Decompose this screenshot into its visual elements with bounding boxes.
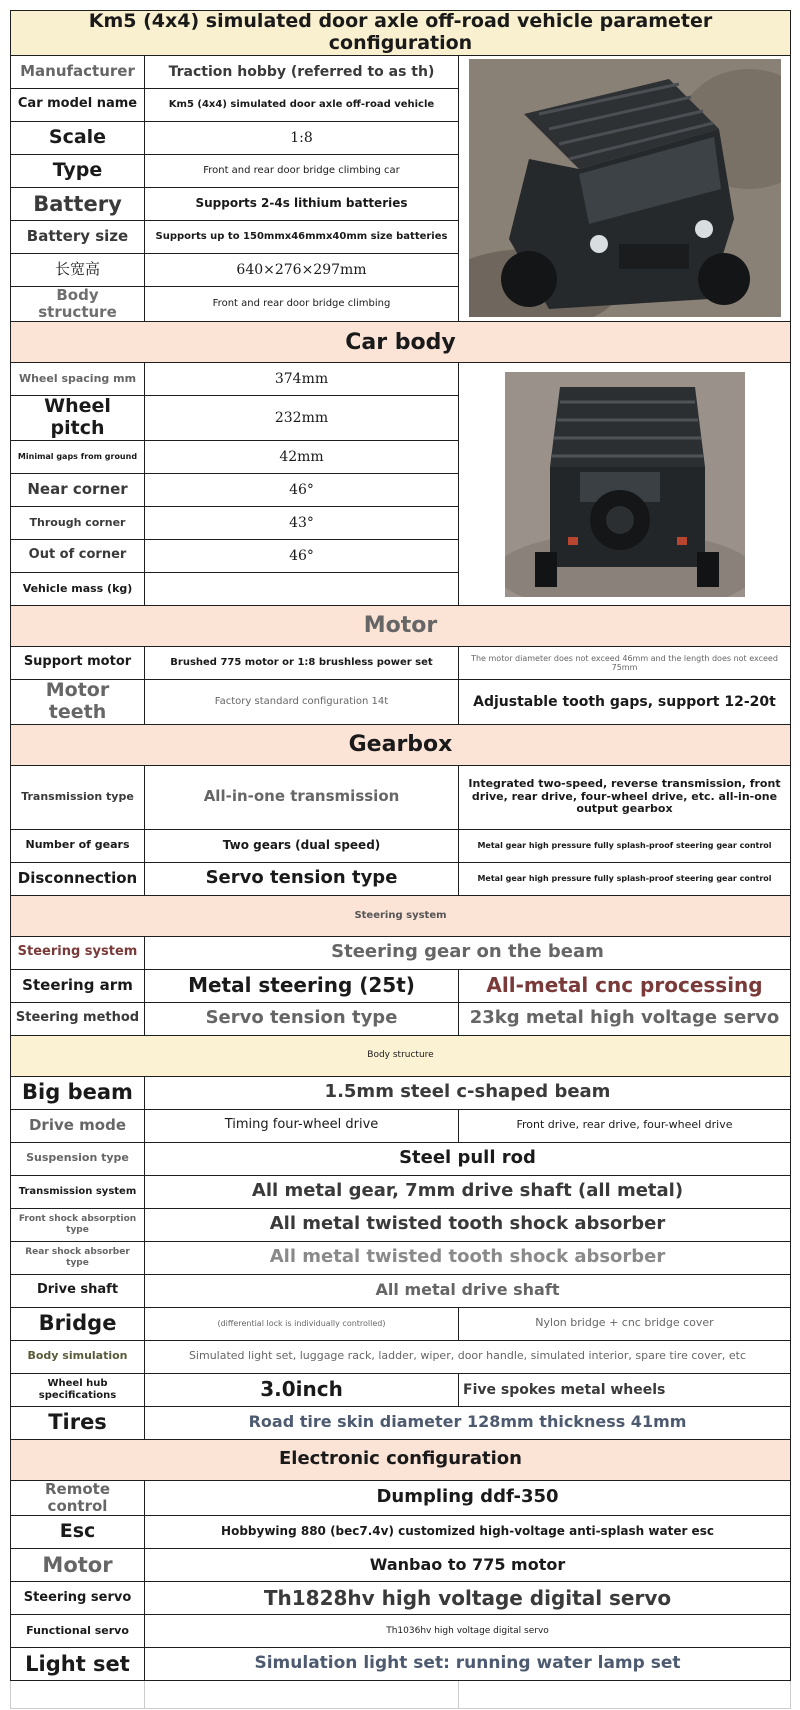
label-ground-gap: Minimal gaps from ground [11, 440, 145, 473]
vehicle-front-image [469, 59, 781, 317]
value-bridge: (differential lock is individually controlled) [145, 1307, 459, 1340]
value-out-of-corner: 46° [145, 539, 459, 572]
label-wheel-hub: Wheel hub specifications [11, 1373, 145, 1406]
empty-cell [459, 1681, 791, 1709]
value-remote-control: Dumpling ddf-350 [145, 1480, 791, 1516]
label-body-structure: Body structure [11, 286, 145, 322]
value-motor: Wanbao to 775 motor [145, 1549, 791, 1582]
label-motor-teeth: Motor teeth [11, 679, 145, 724]
label-steering-system: Steering system [11, 936, 145, 969]
label-steering-arm: Steering arm [11, 969, 145, 1002]
value-tires: Road tire skin diameter 128mm thickness 41mm [145, 1406, 791, 1439]
label-scale: Scale [11, 121, 145, 154]
label-near-corner: Near corner [11, 473, 145, 506]
value-number-of-gears: Two gears (dual speed) [145, 829, 459, 862]
label-drive-mode: Drive mode [11, 1109, 145, 1142]
value-vehicle-mass [145, 572, 459, 605]
label-rear-shock: Rear shock absorber type [11, 1241, 145, 1274]
value-big-beam: 1.5mm steel c-shaped beam [145, 1076, 791, 1109]
label-suspension-type: Suspension type [11, 1142, 145, 1175]
value-esc: Hobbywing 880 (bec7.4v) customized high-voltage anti-splash water esc [145, 1516, 791, 1549]
value-functional-servo: Th1036hv high voltage digital servo [145, 1615, 791, 1648]
note-wheel-hub: Five spokes metal wheels [459, 1373, 791, 1406]
note-bridge: Nylon bridge + cnc bridge cover [459, 1307, 791, 1340]
label-through-corner: Through corner [11, 506, 145, 539]
label-type: Type [11, 154, 145, 187]
label-front-shock: Front shock absorption type [11, 1208, 145, 1241]
value-support-motor: Brushed 775 motor or 1:8 brushless power set [145, 646, 459, 679]
label-car-model: Car model name [11, 88, 145, 121]
label-steering-servo: Steering servo [11, 1582, 145, 1615]
value-steering-arm: Metal steering (25t) [145, 969, 459, 1002]
value-ground-gap: 42mm [145, 440, 459, 473]
note-support-motor: The motor diameter does not exceed 46mm and the length does not exceed 75mm [459, 646, 791, 679]
vehicle-rear-photo [459, 363, 791, 606]
value-drive-shaft: All metal drive shaft [145, 1274, 791, 1307]
value-type: Front and rear door bridge climbing car [145, 154, 459, 187]
note-disconnection: Metal gear high pressure fully splash-proof steering gear control [459, 862, 791, 895]
spec-sheet [10, 10, 790, 1709]
value-motor-teeth: Factory standard configuration 14t [145, 679, 459, 724]
value-steering-system: Steering gear on the beam [145, 936, 791, 969]
value-transmission-system: All metal gear, 7mm drive shaft (all metal) [145, 1175, 791, 1208]
label-out-of-corner: Out of corner [11, 539, 145, 572]
value-near-corner: 46° [145, 473, 459, 506]
vehicle-front-photo [459, 55, 791, 322]
value-battery-size: Supports up to 150mmx46mmx40mm size batteries [145, 220, 459, 253]
label-dimensions: 长宽高 [11, 253, 145, 286]
value-manufacturer: Traction hobby (referred to as th) [145, 55, 459, 88]
note-number-of-gears: Metal gear high pressure fully splash-proof steering gear control [459, 829, 791, 862]
empty-cell [145, 1681, 459, 1709]
value-wheel-pitch: 232mm [145, 396, 459, 441]
label-bridge: Bridge [11, 1307, 145, 1340]
section-electronic: Electronic configuration [11, 1439, 791, 1480]
page-title: Km5 (4x4) simulated door axle off-road vehicle parameter configuration [11, 11, 791, 56]
label-vehicle-mass: Vehicle mass (kg) [11, 572, 145, 605]
empty-cell [11, 1681, 145, 1709]
value-steering-method: Servo tension type [145, 1002, 459, 1035]
label-steering-method: Steering method [11, 1002, 145, 1035]
note-drive-mode: Front drive, rear drive, four-wheel drive [459, 1109, 791, 1142]
label-functional-servo: Functional servo [11, 1615, 145, 1648]
vehicle-rear-image [505, 372, 745, 597]
label-battery-size: Battery size [11, 220, 145, 253]
label-motor: Motor [11, 1549, 145, 1582]
label-transmission-type: Transmission type [11, 765, 145, 829]
value-transmission-type: All-in-one transmission [145, 765, 459, 829]
value-body-structure: Front and rear door bridge climbing [145, 286, 459, 322]
value-scale: 1:8 [145, 121, 459, 154]
section-motor: Motor [11, 605, 791, 646]
label-tires: Tires [11, 1406, 145, 1439]
value-suspension-type: Steel pull rod [145, 1142, 791, 1175]
value-wheel-spacing: 374mm [145, 363, 459, 396]
label-wheel-spacing: Wheel spacing mm [11, 363, 145, 396]
label-wheel-pitch: Wheel pitch [11, 396, 145, 441]
note-steering-method: 23kg metal high voltage servo [459, 1002, 791, 1035]
note-motor-teeth: Adjustable tooth gaps, support 12-20t [459, 679, 791, 724]
value-battery: Supports 2-4s lithium batteries [145, 187, 459, 220]
label-drive-shaft: Drive shaft [11, 1274, 145, 1307]
value-wheel-hub: 3.0inch [145, 1373, 459, 1406]
label-transmission-system: Transmission system [11, 1175, 145, 1208]
label-big-beam: Big beam [11, 1076, 145, 1109]
value-car-model: Km5 (4x4) simulated door axle off-road vehicle [145, 88, 459, 121]
spec-table [10, 10, 791, 1709]
value-steering-servo: Th1828hv high voltage digital servo [145, 1582, 791, 1615]
label-remote-control: Remote control [11, 1480, 145, 1516]
value-drive-mode: Timing four-wheel drive [145, 1109, 459, 1142]
label-body-simulation: Body simulation [11, 1340, 145, 1373]
section-car-body: Car body [11, 322, 791, 363]
value-through-corner: 43° [145, 506, 459, 539]
label-light-set: Light set [11, 1648, 145, 1681]
note-transmission-type: Integrated two-speed, reverse transmission, front drive, rear drive, four-wheel drive, etc. all-in-one output gearbox [459, 765, 791, 829]
label-esc: Esc [11, 1516, 145, 1549]
section-steering: Steering system [11, 895, 791, 936]
label-support-motor: Support motor [11, 646, 145, 679]
value-light-set: Simulation light set: running water lamp set [145, 1648, 791, 1681]
label-manufacturer: Manufacturer [11, 55, 145, 88]
section-body-structure: Body structure [11, 1035, 791, 1076]
label-disconnection: Disconnection [11, 862, 145, 895]
label-battery: Battery [11, 187, 145, 220]
value-body-simulation: Simulated light set, luggage rack, ladder, wiper, door handle, simulated interior, spare tire cover, etc [145, 1340, 791, 1373]
section-gearbox: Gearbox [11, 724, 791, 765]
value-rear-shock: All metal twisted tooth shock absorber [145, 1241, 791, 1274]
value-disconnection: Servo tension type [145, 862, 459, 895]
value-front-shock: All metal twisted tooth shock absorber [145, 1208, 791, 1241]
value-dimensions: 640×276×297mm [145, 253, 459, 286]
label-number-of-gears: Number of gears [11, 829, 145, 862]
note-steering-arm: All-metal cnc processing [459, 969, 791, 1002]
